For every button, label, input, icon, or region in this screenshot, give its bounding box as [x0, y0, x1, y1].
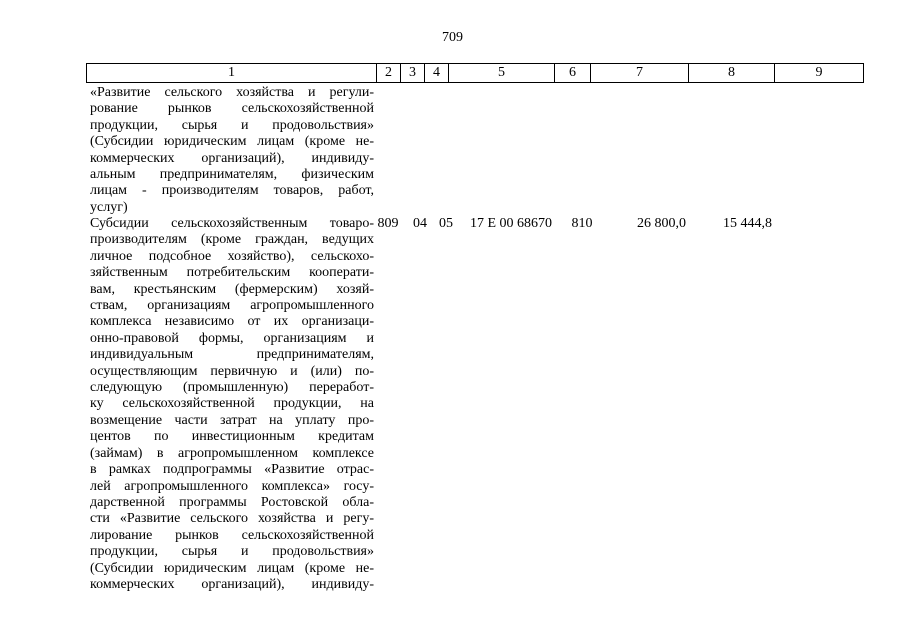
cell-amount-2: 15 444,8 [723, 216, 772, 231]
text-line: онно-правовой формы, организациям и [90, 330, 374, 346]
text-line: ствам, организациям агропромышленного [90, 298, 374, 314]
header-col-2: 2 [377, 64, 401, 82]
text-line: (Субсидии юридическим лицам (кроме не- [90, 134, 374, 150]
cell-target-item: 17 Е 00 68670 [469, 216, 553, 231]
cell-subsection: 05 [439, 216, 453, 231]
text-line: лирование рынков сельскохозяйственной [90, 527, 374, 543]
header-col-7: 7 [591, 64, 689, 82]
text-line: следующую (промышленную) переработ- [90, 380, 374, 396]
header-col-6: 6 [555, 64, 591, 82]
text-line: лей агропромышленного комплекса» госу- [90, 478, 374, 494]
text-line: в рамках подпрограммы «Развитие отрас- [90, 462, 374, 478]
text-line: «Развитие сельского хозяйства и регули- [90, 85, 374, 100]
text-line: сти «Развитие сельского хозяйства и регу- [90, 511, 374, 527]
text-line: возмещение части затрат на уплату про- [90, 412, 374, 428]
text-line: центов по инвестиционным кредитам [90, 429, 374, 445]
text-line: личное подсобное хозяйство), сельскохо- [90, 248, 374, 264]
text-line: дарственной программы Ростовской обла- [90, 494, 374, 510]
header-col-4: 4 [425, 64, 449, 82]
table-row [86, 85, 864, 216]
cell-amount-1: 26 800,0 [637, 216, 686, 231]
text-line: рование рынков сельскохозяйственной [90, 101, 374, 117]
text-line: альным предпринимателям, физическим [90, 167, 374, 183]
text-line: лицам - производителям товаров, работ, [90, 183, 374, 199]
text-line: производителям (кроме граждан, ведущих [90, 232, 374, 248]
cell-amount-3 [784, 216, 864, 593]
text-line: продукции, сырья и продовольствия» [90, 544, 374, 560]
row-description [90, 216, 374, 593]
text-line: услуг) [90, 199, 128, 215]
header-col-8: 8 [689, 64, 775, 82]
row-description [90, 85, 374, 216]
table-header [86, 63, 864, 83]
text-line: Субсидии сельскохозяйственным товаро- [90, 216, 374, 231]
cell-section: 04 [413, 216, 427, 231]
text-line: коммерческих организаций), индивиду- [90, 150, 374, 166]
header-col-5: 5 [449, 64, 555, 82]
text-line: (Субсидии юридическим лицам (кроме не- [90, 560, 374, 576]
cell-expense-type: 810 [571, 216, 593, 231]
header-col-1: 1 [87, 64, 377, 82]
text-line: продукции, сырья и продовольствия» [90, 117, 374, 133]
table-row [86, 216, 864, 593]
header-col-3: 3 [401, 64, 425, 82]
text-line: комплекса независимо от их организаци- [90, 314, 374, 330]
text-line: ку сельскохозяйственной продукции, на [90, 396, 374, 412]
page-number: 709 [442, 30, 463, 45]
text-line: вам, крестьянским (фермерским) хозяй- [90, 281, 374, 297]
header-col-9: 9 [815, 65, 823, 80]
text-line: зяйственным потребительским кооперати- [90, 265, 374, 281]
cell-admin-code: 809 [377, 216, 399, 231]
text-line: коммерческих организаций), индивиду- [90, 576, 374, 592]
text-line: индивидуальным предпринимателям, [90, 347, 374, 363]
text-line: (займам) в агропромышленном комплексе [90, 445, 374, 461]
text-line: осуществляющим первичную и (или) по- [90, 363, 374, 379]
